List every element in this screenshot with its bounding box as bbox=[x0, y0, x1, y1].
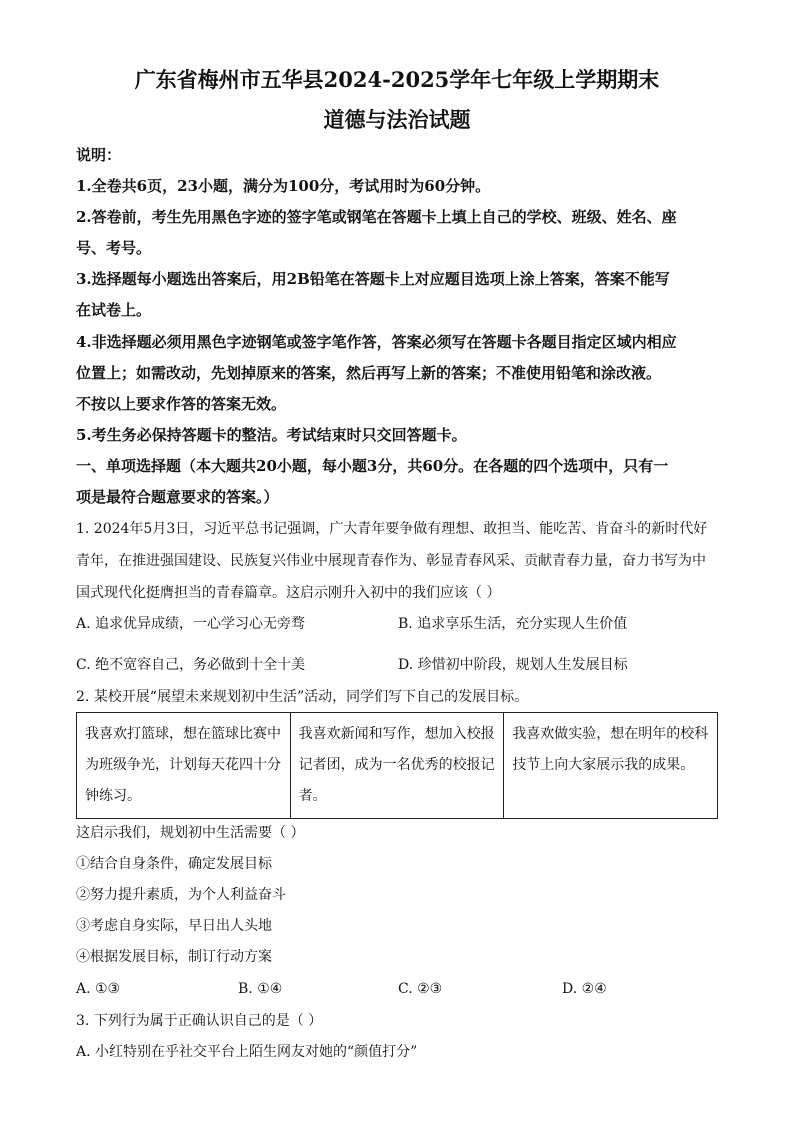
q2-option-d: D. ②④ bbox=[562, 981, 607, 997]
exam-subtitle: 道德与法治试题 bbox=[323, 107, 471, 132]
q3-stem: 3. 下列行为属于正确认识自己的是（ ） bbox=[76, 1013, 323, 1029]
q2-stem: 2. 某校开展“展望未来规划初中生活”活动，同学们写下自己的发展目标。 bbox=[76, 689, 529, 705]
q2-item: ③考虑自身实际，早日出人头地 bbox=[76, 918, 272, 934]
goal-cell-journalism: 我喜欢新闻和写作，想加入校报记者团，成为一名优秀的校报记者。 bbox=[290, 713, 504, 819]
q1-stem-line: 青年，在推进强国建设、民族复兴伟业中展现青春作为、彰显青春风采、贡献青春力量，奋力书写为中 bbox=[76, 553, 706, 569]
goal-cell-experiment: 我喜欢做实验，想在明年的校科技节上向大家展示我的成果。 bbox=[504, 713, 718, 819]
q2-option-a: A. ①③ bbox=[76, 981, 121, 997]
q2-prompt: 这启示我们，规划初中生活需要（ ） bbox=[76, 825, 305, 841]
q1-option-d: D. 珍惜初中阶段，规划人生发展目标 bbox=[398, 657, 628, 673]
note-line: 2.答卷前，考生先用黑色字迹的签字笔或钢笔在答题卡上填上自己的学校、班级、姓名、座 bbox=[76, 208, 677, 226]
goal-cell-basketball: 我喜欢打篮球，想在篮球比赛中为班级争光，计划每天花四十分钟练习。 bbox=[77, 713, 291, 819]
q2-item: ②努力提升素质，为个人利益奋斗 bbox=[76, 887, 286, 903]
goals-table bbox=[76, 712, 718, 819]
q2-item: ④根据发展目标，制订行动方案 bbox=[76, 949, 272, 965]
q1-stem-line: 1. 2024年5月3日，习近平总书记强调，广大青年要争做有理想、敢担当、能吃苦、肯奋斗的新时代好 bbox=[76, 521, 708, 537]
q2-option-b: B. ①④ bbox=[238, 981, 283, 997]
q2-option-c: C. ②③ bbox=[398, 981, 443, 997]
note-line: 位置上；如需改动，先划掉原来的答案，然后再写上新的答案；不准使用铅笔和涂改液。 bbox=[76, 364, 662, 382]
note-line: 4.非选择题必须用黑色字迹钢笔或签字笔作答，答案必须写在答题卡各题目指定区域内相应 bbox=[76, 333, 677, 351]
notes-heading: 说明： bbox=[76, 146, 122, 164]
q1-stem-line: 国式现代化挺膺担当的青春篇章。这启示刚升入初中的我们应该（ ） bbox=[76, 585, 501, 601]
q1-option-c: C. 绝不宽容自己，务必做到十全十美 bbox=[76, 657, 306, 673]
q1-option-a: A. 追求优异成绩，一心学习心无旁骛 bbox=[76, 616, 306, 632]
q2-item: ①结合自身条件，确定发展目标 bbox=[76, 856, 272, 872]
table-row bbox=[77, 713, 718, 819]
note-line: 不按以上要求作答的答案无效。 bbox=[76, 395, 287, 413]
note-line: 3.选择题每小题选出答案后，用2B铅笔在答题卡上对应题目选项上涂上答案，答案不能写 bbox=[76, 270, 670, 288]
exam-title: 广东省梅州市五华县2024-2025学年七年级上学期期末 bbox=[134, 67, 660, 92]
q1-option-b: B. 追求享乐生活，充分实现人生价值 bbox=[398, 616, 628, 632]
q3-option-a: A. 小红特别在乎社交平台上陌生网友对她的“颜值打分” bbox=[76, 1044, 418, 1060]
section-heading-cont: 项是最符合题意要求的答案。） bbox=[76, 488, 279, 506]
note-line: 在试卷上。 bbox=[76, 301, 152, 319]
section-heading: 一、单项选择题（本大题共20小题，每小题3分，共60分。在各题的四个选项中，只有一 bbox=[76, 457, 669, 475]
note-line: 1.全卷共6页，23小题，满分为100分，考试用时为60分钟。 bbox=[76, 177, 491, 195]
note-line: 号、考号。 bbox=[76, 239, 152, 257]
note-line: 5.考生务必保持答题卡的整洁。考试结束时只交回答题卡。 bbox=[76, 426, 467, 444]
